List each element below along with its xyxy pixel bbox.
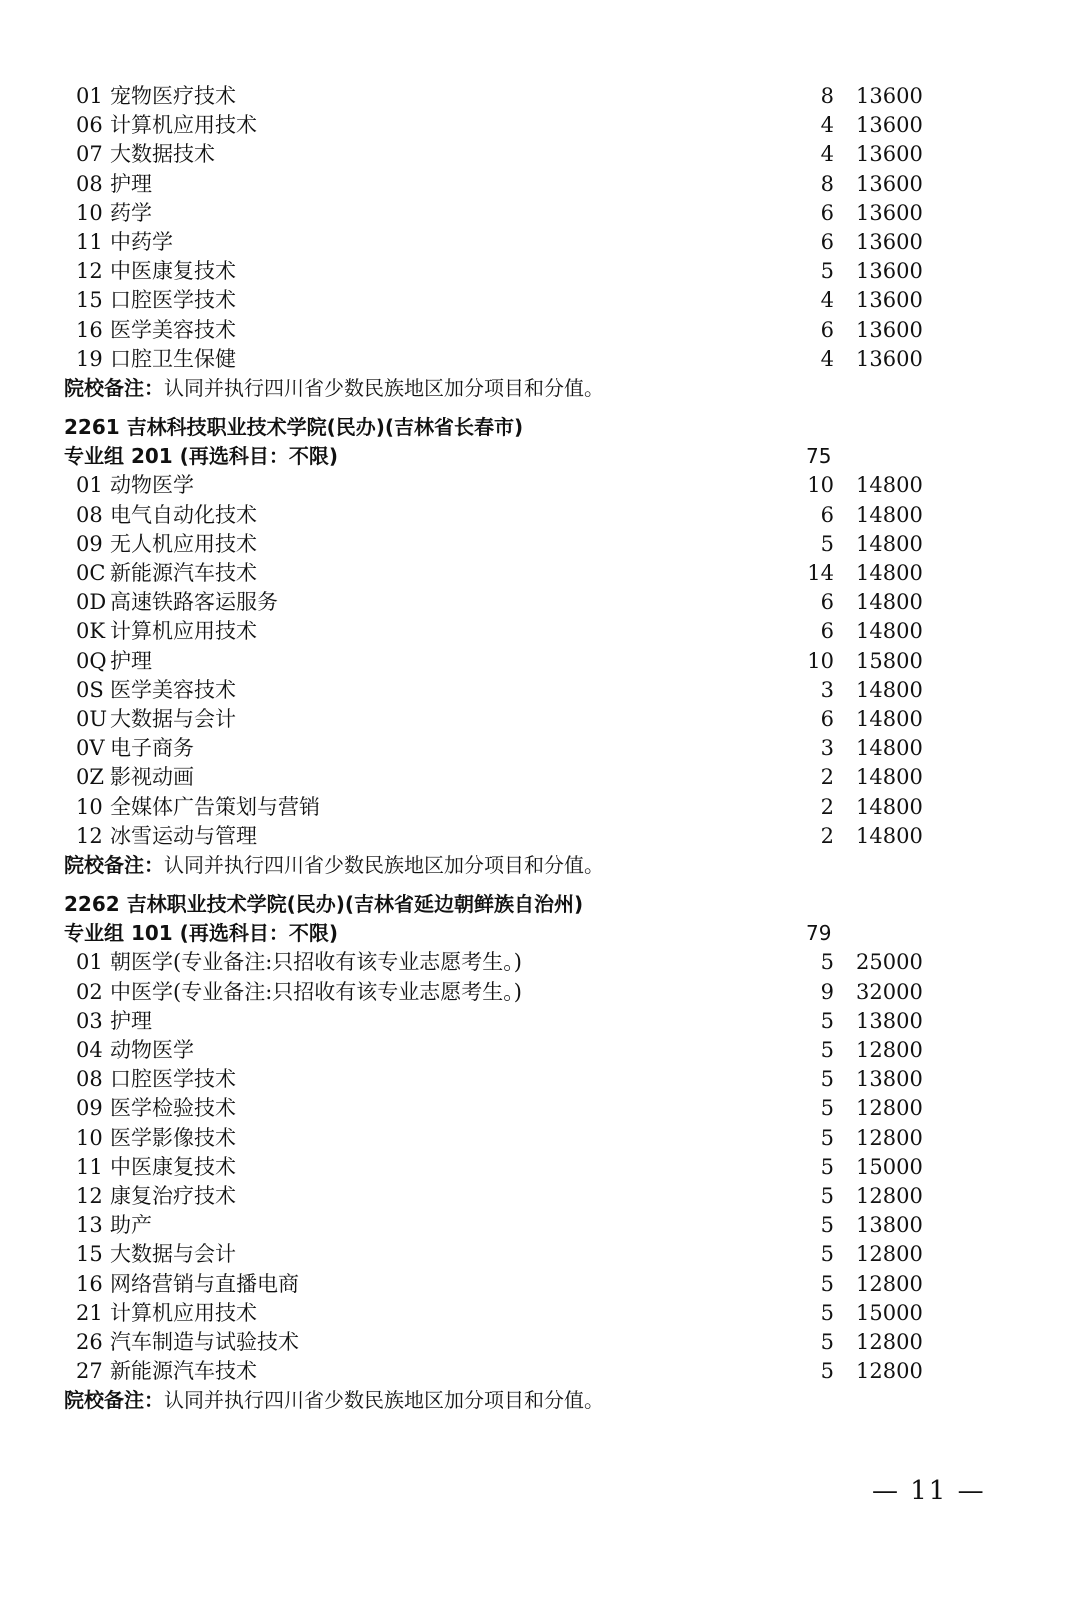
major-code: 10	[76, 1125, 103, 1150]
major-plan-count: 5	[820, 531, 834, 556]
school-title: 2262 吉林职业技术学院(民办)(吉林省延边朝鲜族自治州)	[64, 892, 584, 917]
major-tuition: 14800	[856, 706, 923, 731]
major-code: 01	[76, 950, 103, 975]
school-note-label: 院校备注：	[64, 852, 164, 877]
major-name: 网络营销与直播电商	[110, 1271, 299, 1296]
major-plan-count: 3	[820, 736, 834, 761]
major-row	[64, 647, 964, 676]
major-plan-count: 5	[820, 1038, 834, 1062]
major-code: 0Q	[76, 648, 107, 673]
major-code: 15	[76, 288, 103, 313]
major-tuition: 14800	[856, 823, 923, 848]
major-name: 医学影像技术	[110, 1125, 236, 1150]
major-row	[64, 1124, 964, 1153]
major-plan-count: 2	[820, 823, 834, 848]
major-code: 01	[76, 84, 103, 108]
major-plan-count: 10	[807, 648, 834, 673]
major-code: 08	[76, 1067, 103, 1092]
major-tuition: 13600	[856, 171, 923, 196]
major-group-label: 专业组 201 (再选科目：不限)	[64, 444, 338, 469]
major-plan-count: 5	[820, 1329, 834, 1354]
major-row	[64, 588, 964, 617]
major-name: 大数据与会计	[110, 1242, 236, 1267]
major-plan-count: 5	[820, 1183, 834, 1208]
major-name: 无人机应用技术	[110, 531, 257, 556]
major-code: 16	[76, 1271, 103, 1296]
major-tuition: 14800	[856, 736, 923, 761]
major-name: 护理	[110, 1008, 152, 1033]
major-name: 计算机应用技术	[110, 1300, 257, 1325]
major-plan-count: 6	[820, 317, 834, 342]
major-name: 宠物医疗技术	[110, 84, 236, 108]
major-tuition: 13800	[856, 1008, 923, 1033]
major-row	[64, 978, 964, 1007]
major-name: 中医康复技术	[110, 259, 236, 284]
major-row	[64, 1357, 964, 1386]
major-code: 0V	[76, 736, 105, 761]
major-tuition: 13600	[856, 113, 923, 138]
major-row	[64, 1211, 964, 1240]
major-plan-count: 5	[820, 1154, 834, 1179]
major-row	[64, 1240, 964, 1269]
major-code: 01	[76, 473, 103, 498]
major-tuition: 12800	[856, 1183, 923, 1208]
major-plan-count: 5	[820, 1125, 834, 1150]
major-name: 康复治疗技术	[110, 1183, 236, 1208]
major-row	[64, 257, 964, 286]
major-code: 0S	[76, 677, 104, 702]
major-code: 27	[76, 1359, 103, 1384]
major-tuition: 13600	[856, 259, 923, 284]
major-name: 大数据与会计	[110, 706, 236, 731]
major-row	[64, 676, 964, 705]
major-row	[64, 228, 964, 257]
major-row	[64, 1328, 964, 1357]
school-note-label: 院校备注：	[64, 1388, 164, 1413]
major-name: 医学检验技术	[110, 1096, 236, 1121]
major-plan-count: 5	[820, 1300, 834, 1325]
major-code: 0K	[76, 619, 106, 644]
major-row	[64, 1007, 964, 1036]
major-tuition: 12800	[856, 1359, 923, 1384]
major-row	[64, 1182, 964, 1211]
major-row	[64, 286, 964, 315]
major-row	[64, 1065, 964, 1094]
major-row	[64, 705, 964, 734]
major-plan-count: 5	[820, 1213, 834, 1238]
major-row	[64, 199, 964, 228]
major-plan-count: 5	[820, 1096, 834, 1121]
major-plan-count: 5	[820, 259, 834, 284]
major-row	[64, 559, 964, 588]
major-code: 12	[76, 1183, 103, 1208]
page-number: — 11 —	[872, 1476, 986, 1506]
major-row	[64, 617, 964, 646]
major-plan-count: 4	[820, 346, 834, 371]
school-note-text: 认同并执行四川省少数民族地区加分项目和分值。	[164, 1388, 604, 1413]
major-code: 15	[76, 1242, 103, 1267]
major-name: 口腔卫生保健	[110, 346, 236, 371]
major-plan-count: 6	[820, 502, 834, 527]
major-code: 09	[76, 1096, 103, 1121]
major-tuition: 13600	[856, 346, 923, 371]
major-group-total: 79	[806, 921, 832, 946]
school-title: 2261 吉林科技职业技术学院(民办)(吉林省长春市)	[64, 415, 524, 440]
major-row	[64, 1153, 964, 1182]
major-row	[64, 1094, 964, 1123]
major-tuition: 12800	[856, 1329, 923, 1354]
major-name: 口腔医学技术	[110, 1067, 236, 1092]
major-plan-count: 5	[820, 1271, 834, 1296]
major-tuition: 12800	[856, 1125, 923, 1150]
major-code: 13	[76, 1213, 103, 1238]
major-row	[64, 111, 964, 140]
major-code: 08	[76, 502, 103, 527]
major-row	[64, 1299, 964, 1328]
major-row	[64, 82, 964, 111]
major-code: 19	[76, 346, 103, 371]
major-plan-count: 2	[820, 794, 834, 819]
major-plan-count: 8	[820, 171, 834, 196]
major-row	[64, 793, 964, 822]
major-name: 汽车制造与试验技术	[110, 1329, 299, 1354]
major-tuition: 13600	[856, 200, 923, 225]
major-code: 0D	[76, 590, 107, 615]
major-code: 10	[76, 200, 103, 225]
major-row	[64, 763, 964, 792]
major-plan-count: 5	[820, 1067, 834, 1092]
major-plan-count: 6	[820, 706, 834, 731]
major-name: 助产	[110, 1213, 152, 1238]
major-tuition: 14800	[856, 590, 923, 615]
major-name: 中医康复技术	[110, 1154, 236, 1179]
major-row	[64, 1036, 964, 1065]
major-tuition: 14800	[856, 473, 923, 498]
major-code: 11	[76, 1154, 103, 1179]
major-name: 电子商务	[110, 736, 194, 761]
major-group	[64, 919, 964, 948]
major-name: 中医学(专业备注:只招收有该专业志愿考生。)	[110, 979, 522, 1004]
major-name: 全媒体广告策划与营销	[110, 794, 320, 819]
major-plan-count: 8	[820, 84, 834, 108]
major-name: 动物医学	[110, 473, 194, 498]
major-plan-count: 4	[820, 288, 834, 313]
major-name: 计算机应用技术	[110, 113, 257, 138]
major-tuition: 13600	[856, 317, 923, 342]
major-tuition: 14800	[856, 619, 923, 644]
major-tuition: 12800	[856, 1242, 923, 1267]
major-row	[64, 530, 964, 559]
major-tuition: 13800	[856, 1067, 923, 1092]
major-code: 10	[76, 794, 103, 819]
major-tuition: 14800	[856, 794, 923, 819]
major-tuition: 13600	[856, 229, 923, 254]
major-plan-count: 6	[820, 619, 834, 644]
major-code: 03	[76, 1008, 103, 1033]
major-row	[64, 345, 964, 374]
major-name: 医学美容技术	[110, 677, 236, 702]
major-plan-count: 14	[807, 561, 834, 585]
major-code: 0Z	[76, 765, 104, 790]
major-tuition: 12800	[856, 1096, 923, 1121]
major-plan-count: 5	[820, 1008, 834, 1033]
major-tuition: 12800	[856, 1038, 923, 1062]
major-group-total: 75	[806, 444, 832, 469]
major-plan-count: 2	[820, 765, 834, 790]
major-tuition: 32000	[856, 979, 923, 1004]
major-code: 04	[76, 1038, 103, 1062]
major-name: 高速铁路客运服务	[110, 590, 278, 615]
major-plan-count: 10	[807, 473, 834, 498]
document-body	[64, 82, 964, 1415]
major-name: 朝医学(专业备注:只招收有该专业志愿考生。)	[110, 950, 522, 975]
major-row	[64, 170, 964, 199]
major-tuition: 13600	[856, 84, 923, 108]
major-tuition: 25000	[856, 950, 923, 975]
major-code: 26	[76, 1329, 103, 1354]
major-row	[64, 316, 964, 345]
major-tuition: 13600	[856, 288, 923, 313]
major-name: 药学	[110, 200, 152, 225]
major-code: 09	[76, 531, 103, 556]
major-plan-count: 5	[820, 1359, 834, 1384]
major-tuition: 14800	[856, 502, 923, 527]
major-plan-count: 3	[820, 677, 834, 702]
major-plan-count: 6	[820, 200, 834, 225]
major-tuition: 14800	[856, 677, 923, 702]
major-code: 16	[76, 317, 103, 342]
major-plan-count: 4	[820, 113, 834, 138]
major-row	[64, 501, 964, 530]
major-tuition: 12800	[856, 1271, 923, 1296]
major-group	[64, 442, 964, 471]
major-tuition: 15000	[856, 1154, 923, 1179]
major-tuition: 15000	[856, 1300, 923, 1325]
school-note	[64, 374, 964, 403]
major-name: 新能源汽车技术	[110, 1359, 257, 1384]
major-row	[64, 734, 964, 763]
major-row	[64, 1270, 964, 1299]
major-tuition: 13600	[856, 142, 923, 167]
major-name: 大数据技术	[110, 142, 215, 167]
major-code: 08	[76, 171, 103, 196]
school-note-text: 认同并执行四川省少数民族地区加分项目和分值。	[164, 375, 604, 400]
major-tuition: 14800	[856, 561, 923, 585]
major-plan-count: 5	[820, 1242, 834, 1267]
major-code: 21	[76, 1300, 103, 1325]
major-name: 影视动画	[110, 765, 194, 790]
major-row	[64, 140, 964, 169]
major-code: 0C	[76, 561, 106, 585]
major-plan-count: 9	[820, 979, 834, 1004]
major-plan-count: 6	[820, 229, 834, 254]
major-name: 新能源汽车技术	[110, 561, 257, 585]
major-name: 医学美容技术	[110, 317, 236, 342]
major-name: 口腔医学技术	[110, 288, 236, 313]
major-row	[64, 471, 964, 500]
major-name: 冰雪运动与管理	[110, 823, 257, 848]
major-code: 06	[76, 113, 103, 138]
major-plan-count: 5	[820, 950, 834, 975]
major-code: 0U	[76, 706, 108, 731]
major-name: 动物医学	[110, 1038, 194, 1062]
school-note	[64, 1386, 964, 1415]
major-plan-count: 6	[820, 590, 834, 615]
major-name: 护理	[110, 648, 152, 673]
major-name: 护理	[110, 171, 152, 196]
major-name: 计算机应用技术	[110, 619, 257, 644]
school-note-text: 认同并执行四川省少数民族地区加分项目和分值。	[164, 852, 604, 877]
school-note-label: 院校备注：	[64, 375, 164, 400]
major-name: 电气自动化技术	[110, 502, 257, 527]
major-group-label: 专业组 101 (再选科目：不限)	[64, 921, 338, 946]
major-row	[64, 822, 964, 851]
major-code: 02	[76, 979, 103, 1004]
major-name: 中药学	[110, 229, 173, 254]
major-tuition: 14800	[856, 531, 923, 556]
major-code: 12	[76, 823, 103, 848]
major-code: 11	[76, 229, 103, 254]
major-plan-count: 4	[820, 142, 834, 167]
major-row	[64, 948, 964, 977]
major-code: 07	[76, 142, 103, 167]
school-note	[64, 851, 964, 880]
major-code: 12	[76, 259, 103, 284]
major-tuition: 15800	[856, 648, 923, 673]
major-tuition: 13800	[856, 1213, 923, 1238]
major-tuition: 14800	[856, 765, 923, 790]
